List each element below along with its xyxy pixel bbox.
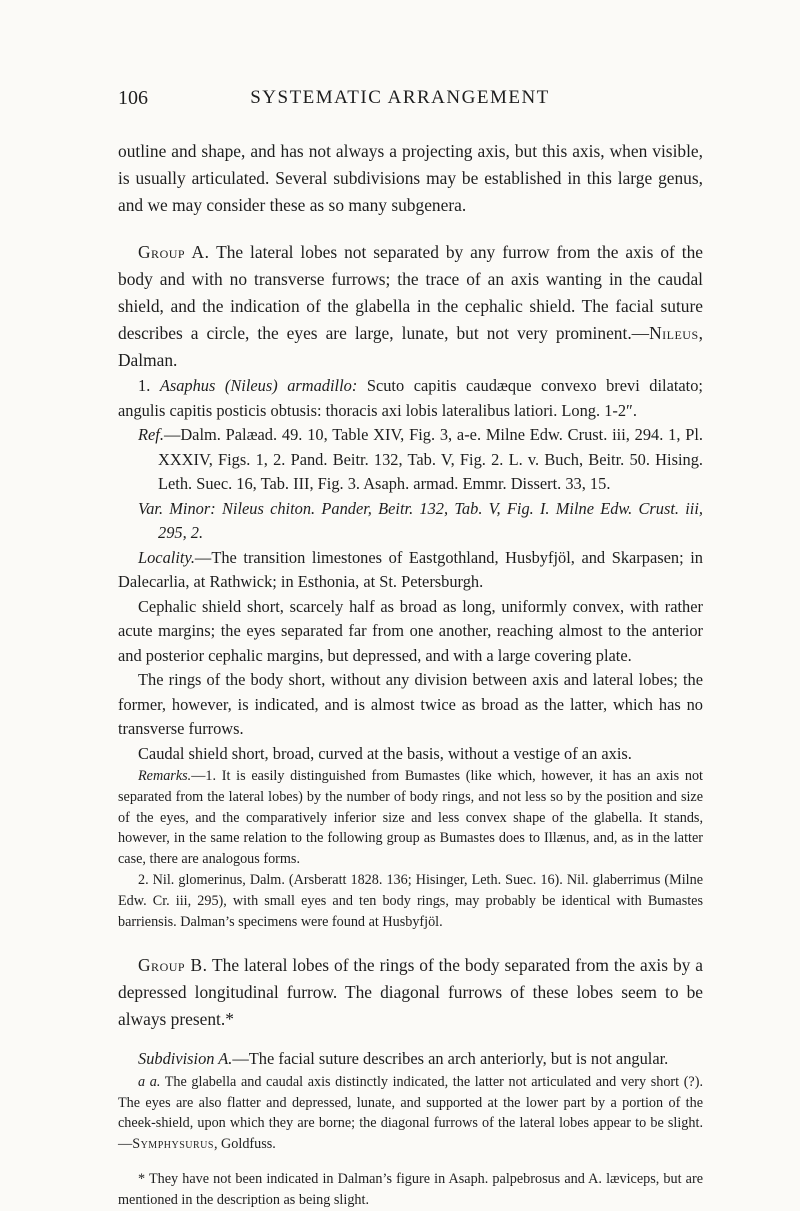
running-title: SYSTEMATIC ARRANGEMENT [250, 87, 550, 108]
variety [138, 497, 703, 546]
subdivision-text: —The facial suture describes an arch anteriorly, but is not angular. [232, 1049, 669, 1069]
remarks-1 [118, 766, 703, 870]
ref-label: Ref. [138, 425, 164, 444]
group-a-paragraph [118, 239, 703, 374]
page-number: 106 [118, 87, 148, 109]
intro-paragraph: outline and shape, and has not always a projecting axis, but this axis, when visible, is usually articulated. Several subdivisions may be established in this large genus, and we may consider these as so many subgenera. [118, 141, 703, 215]
species-1 [118, 374, 703, 423]
body-text [118, 138, 703, 1211]
item-aa-text: The glabella and caudal axis distinctly indicated, the latter not articulated and very short (?). The eyes are also flatter and depressed, lunate, and supported at the lower part by a portion of the cheek-shield, upon which they are borne; the diagonal furrows of the lateral lobes appear to be slight.— [118, 1073, 703, 1153]
var-text: Nileus chiton. Pander, Beitr. 132, Tab. V, Fig. I. Milne Edw. Crust. iii, 295, 2. [158, 498, 703, 542]
remarks-2: 2. Nil. glomerinus, Dalm. (Arsberatt 1828. 136; Hisinger, Leth. Suec. 16). Nil. glaberrimus (Milne Edw. Cr. iii, 295), with small eyes and ten body rings, may probably be identical with Bumastes barriensis. Dalman’s specimens were found at Husbyfjöl. [118, 871, 703, 930]
ref-text: —Dalm. Palæad. 49. 10, Table XIV, Fig. 3, a-e. Milne Edw. Crust. iii, 294. 1, Pl. XXXIV, Figs. 1, 2. Pand. Beitr. 132, Tab. V, Fig. 2. L. v. Buch, Beitr. 50. Hising. Leth. Suec. 16, Tab. III, Fig. 3. Asaph. armad. Emmr. Dissert. 33, 15. [158, 425, 703, 493]
description-cephalic: Cephalic shield short, scarcely half as broad as long, uniformly convex, with rather acute margins; the eyes separated far from one another, reaching almost to the anterior and posterior cephalic margins, but depressed, and with a large covering plate. [118, 596, 703, 665]
item-aa-genus: Symphysurus [132, 1136, 214, 1153]
group-a-text: The lateral lobes not separated by any furrow from the axis of the body and with no transverse furrows; the trace of an axis wanting in the caudal shield, and the indication of the glabella in the cephalic shield. The facial suture describes a circle, the eyes are large, lunate, but not very prominent.— [118, 242, 703, 343]
subdivision-label: Subdivision A. [138, 1049, 233, 1069]
remarks-label: Remarks. [138, 768, 192, 784]
locality-text: —The transition limestones of Eastgothland, Husbyfjöl, and Skarpasen; in Dalecarlia, at Rathwick; in Esthonia, at St. Petersburgh. [118, 547, 703, 591]
group-b-label: Group B. [138, 955, 208, 976]
description-caudal: Caudal shield short, broad, curved at the basis, without a vestige of an axis. [138, 743, 632, 763]
group-a-genus-author: , Dalman. [118, 323, 703, 370]
species-diagnosis: Scuto capitis caudæque convexo brevi dilatato; angulis capitis posticis obtusis: thoracis axi lobis lateralibus latiori. Long. 1-2″. [118, 376, 703, 420]
var-label: Var. Minor: [138, 498, 216, 518]
running-header [0, 87, 800, 117]
group-b-paragraph [118, 952, 703, 1033]
description-rings: The rings of the body short, without any division between axis and lateral lobes; the former, however, is indicated, and is almost twice as broad as the latter, which has no transverse furrows. [118, 670, 703, 738]
subdivision-a [118, 1047, 703, 1072]
item-aa [118, 1072, 703, 1155]
locality-label: Locality. [138, 547, 195, 567]
references [138, 423, 703, 497]
species-number: 1. [138, 376, 151, 395]
remarks-text-1: —1. It is easily distinguished from Bumastes (like which, however, it has an axis not separated from the lateral lobes) by the number of body rings, and not less so by the position and size of the eyes, and the comparatively inferior size and less convex shape of the glabella. It stands, however, in the same relation to the following group as Bumastes does to Illænus, and, as in the latter case, there are analogous forms. [118, 768, 703, 868]
group-b-text: The lateral lobes of the rings of the body separated from the axis by a depressed longitudinal furrow. The diagonal furrows of these lobes seem to be always present.* [118, 955, 703, 1030]
locality [118, 546, 703, 595]
group-a-genus: Nileus [649, 323, 699, 343]
footnote: * They have not been indicated in Dalman’s figure in Asaph. palpebrosus and A. læviceps, but are mentioned in the description as being slight. [118, 1171, 703, 1208]
species-name: Asaphus (Nileus) armadillo: [159, 376, 358, 395]
item-aa-label: a a. [138, 1073, 161, 1090]
item-aa-genus-author: , Goldfuss. [213, 1136, 276, 1153]
group-a-label: Group A. [138, 242, 210, 262]
